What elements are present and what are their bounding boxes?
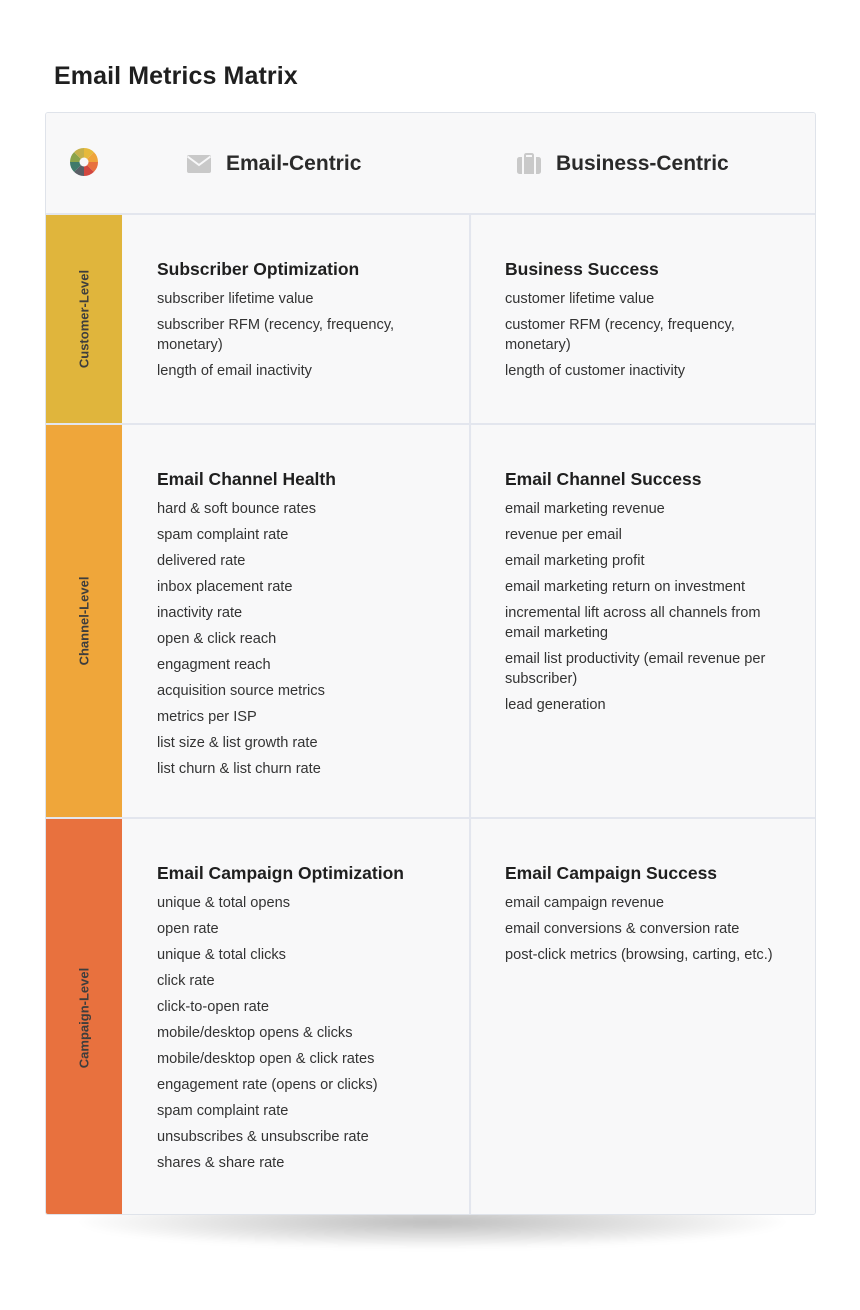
metric-item: engagment reach bbox=[157, 657, 271, 673]
cell-title: Business Success bbox=[505, 259, 659, 279]
metric-item: email marketing profit bbox=[505, 553, 645, 569]
metric-item: subscriber lifetime value bbox=[157, 291, 314, 307]
metric-item: incremental lift across all channels from email marketing bbox=[505, 605, 761, 641]
metric-list bbox=[505, 893, 799, 965]
metric-item: email list productivity (email revenue per subscriber) bbox=[505, 651, 766, 687]
metrics-matrix bbox=[45, 112, 816, 1215]
metric-item: delivered rate bbox=[157, 553, 246, 569]
row-label-campaign-level bbox=[46, 819, 122, 1215]
metric-item: spam complaint rate bbox=[157, 1103, 289, 1119]
metric-item: length of customer inactivity bbox=[505, 363, 686, 379]
cell-email-channel-success bbox=[472, 425, 816, 817]
cell-email-campaign-optimization bbox=[123, 819, 471, 1215]
cell-email-campaign-success bbox=[472, 819, 816, 1215]
column-label-business: Business-Centric bbox=[556, 152, 729, 175]
metric-item: email conversions & conversion rate bbox=[505, 921, 740, 937]
metric-item: email campaign revenue bbox=[505, 895, 664, 911]
row-channel-level bbox=[46, 425, 815, 819]
metric-item: inbox placement rate bbox=[157, 579, 293, 595]
cell-title: Email Channel Success bbox=[505, 469, 702, 489]
row-label-text: Campaign-Level bbox=[76, 967, 92, 1068]
briefcase-icon bbox=[516, 153, 542, 175]
envelope-icon bbox=[186, 153, 212, 175]
row-label-text: Customer-Level bbox=[76, 269, 92, 369]
metric-item: lead generation bbox=[505, 697, 606, 713]
column-header-business-centric bbox=[516, 149, 729, 179]
metric-item: metrics per ISP bbox=[157, 709, 257, 725]
metric-list bbox=[505, 289, 799, 381]
metric-item: engagement rate (opens or clicks) bbox=[157, 1077, 378, 1093]
metric-item: post-click metrics (browsing, carting, etc.) bbox=[505, 947, 773, 963]
metric-list bbox=[157, 289, 451, 381]
metric-item: length of email inactivity bbox=[157, 363, 312, 379]
metric-item: unique & total opens bbox=[157, 895, 291, 911]
row-customer-level bbox=[46, 215, 815, 425]
metric-item: hard & soft bounce rates bbox=[157, 501, 317, 517]
metric-list bbox=[505, 499, 799, 715]
metric-item: inactivity rate bbox=[157, 605, 243, 621]
cell-subscriber-optimization bbox=[123, 215, 471, 423]
row-label-text: Channel-Level bbox=[76, 576, 92, 666]
metric-item: mobile/desktop opens & clicks bbox=[157, 1025, 353, 1041]
metric-item: list size & list growth rate bbox=[157, 735, 318, 751]
metric-list bbox=[157, 893, 451, 1173]
row-label-channel-level bbox=[46, 425, 122, 817]
metric-item: mobile/desktop open & click rates bbox=[157, 1051, 375, 1067]
page-title: Email Metrics Matrix bbox=[54, 62, 298, 90]
cell-title: Email Campaign Optimization bbox=[157, 863, 404, 883]
metric-item: email marketing revenue bbox=[505, 501, 665, 517]
logo-wheel-icon bbox=[68, 146, 100, 178]
metric-item: unique & total clicks bbox=[157, 947, 286, 963]
metric-item: customer lifetime value bbox=[505, 291, 655, 307]
cell-title: Email Channel Health bbox=[157, 469, 336, 489]
metric-item: open rate bbox=[157, 921, 219, 937]
metric-item: email marketing return on investment bbox=[505, 579, 746, 595]
metric-list bbox=[157, 499, 451, 779]
column-label-email: Email-Centric bbox=[226, 152, 362, 175]
matrix-header bbox=[46, 113, 815, 215]
metric-item: subscriber RFM (recency, frequency, monetary) bbox=[157, 317, 395, 353]
column-header-email-centric bbox=[186, 149, 361, 179]
cell-email-channel-health bbox=[123, 425, 471, 817]
row-campaign-level bbox=[46, 819, 815, 1215]
metric-item: click-to-open rate bbox=[157, 999, 269, 1015]
metric-item: spam complaint rate bbox=[157, 527, 289, 543]
cell-title: Email Campaign Success bbox=[505, 863, 718, 883]
cell-business-success bbox=[472, 215, 816, 423]
row-label-customer-level bbox=[46, 215, 122, 423]
metric-item: customer RFM (recency, frequency, monetary) bbox=[505, 317, 735, 353]
metric-item: unsubscribes & unsubscribe rate bbox=[157, 1129, 369, 1145]
metric-item: acquisition source metrics bbox=[157, 683, 325, 699]
cell-title: Subscriber Optimization bbox=[157, 259, 360, 279]
metric-item: revenue per email bbox=[505, 527, 622, 543]
metric-item: click rate bbox=[157, 973, 215, 989]
metric-item: list churn & list churn rate bbox=[157, 761, 321, 777]
metric-item: shares & share rate bbox=[157, 1155, 285, 1171]
metric-item: open & click reach bbox=[157, 631, 277, 647]
